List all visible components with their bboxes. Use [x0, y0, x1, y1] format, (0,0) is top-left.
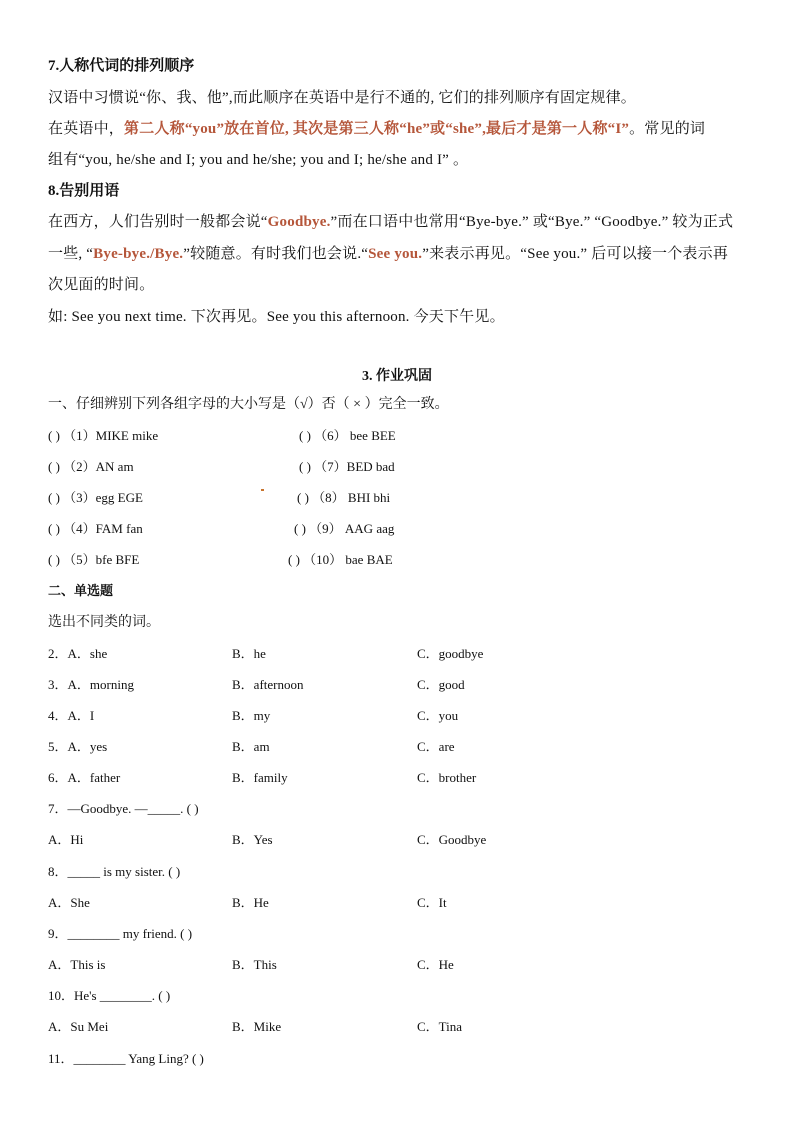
- q9-option-a: A．This is: [48, 957, 106, 972]
- q10-option-a: A．Su Mei: [48, 1019, 109, 1034]
- q10-stem: 10．He's ________. ( ): [48, 988, 171, 1003]
- q8-option-c: C．It: [417, 895, 447, 910]
- q8-option-b: B．He: [232, 895, 269, 910]
- section-8-heading: 8.告别用语: [48, 183, 120, 199]
- part-2-instruction: 选出不同类的词。: [48, 615, 160, 630]
- highlight-see-you: See you.: [368, 246, 423, 262]
- section-8-example: 如: See you next time. 下次再见。See you this afternoon. 今天下午见。: [48, 309, 505, 325]
- stray-mark: [261, 489, 264, 491]
- q8-option-a: A．She: [48, 895, 90, 910]
- section-8-text-1: [48, 210, 733, 231]
- q9-option-b: B．This: [232, 957, 277, 972]
- letter-pair-2: ( ) （2）AN am: [48, 459, 134, 474]
- text-segment: 在西方，人们告别时一般都会说“: [48, 214, 268, 230]
- text-segment: ”而在口语中也常用“Bye-bye.” 或“Bye.” “Goodbye.” 较为正式: [330, 214, 734, 230]
- q5-option-c: C．are: [417, 739, 455, 754]
- letter-pair-10: ( ) （10） bae BAE: [288, 552, 393, 567]
- section-7-text-2: [48, 117, 705, 138]
- text-segment: ”较随意。有时我们也会说.“: [183, 246, 369, 262]
- letter-pair-9: ( ) （9） AAG aag: [294, 521, 395, 536]
- q5-option-a: 5．A．yes: [48, 739, 108, 754]
- q3-option-c: C．good: [417, 677, 465, 692]
- letter-pair-4: ( ) （4）FAM fan: [48, 521, 143, 536]
- q11-stem: 11．________ Yang Ling? ( ): [48, 1051, 204, 1066]
- section-7-heading: 7.人称代词的排列顺序: [48, 58, 195, 74]
- q10-option-c: C．Tina: [417, 1019, 463, 1034]
- homework-title: 3. 作业巩固: [362, 369, 432, 384]
- letter-pair-7: ( ) （7）BED bad: [299, 459, 395, 474]
- letter-pair-8: ( ) （8） BHI bhi: [297, 490, 391, 505]
- letter-pair-6: ( ) （6） bee BEE: [299, 428, 396, 443]
- section-8-text-2: [48, 242, 728, 263]
- highlight-bye-bye: Bye-bye./Bye.: [93, 246, 184, 262]
- text-segment: 一些, “: [48, 246, 94, 262]
- q6-option-a: 6．A．father: [48, 770, 121, 785]
- q2-option-a: 2．A．she: [48, 646, 108, 661]
- q7-option-b: B．Yes: [232, 832, 273, 847]
- q4-option-c: C．you: [417, 708, 459, 723]
- section-7-text-3: 组有“you, he/she and I; you and he/she; you and I; he/she and I” 。: [48, 152, 469, 168]
- q10-option-b: B．Mike: [232, 1019, 282, 1034]
- part-1-instruction: 一、仔细辨别下列各组字母的大小写是（√）否（ × ）完全一致。: [48, 397, 449, 412]
- section-7-text-1: 汉语中习惯说“你、我、他”,而此顺序在英语中是行不通的, 它们的排列顺序有固定规律。: [48, 90, 636, 106]
- q6-option-c: C．brother: [417, 770, 477, 785]
- letter-pair-5: ( ) （5）bfe BFE: [48, 552, 140, 567]
- q2-option-b: B．he: [232, 646, 266, 661]
- q4-option-a: 4．A．I: [48, 708, 95, 723]
- q3-option-a: 3．A．morning: [48, 677, 134, 692]
- text-segment: 。常见的词: [629, 121, 706, 137]
- q7-stem: 7．—Goodbye. —_____. ( ): [48, 801, 199, 816]
- q5-option-b: B．am: [232, 739, 270, 754]
- q6-option-b: B．family: [232, 770, 288, 785]
- letter-pair-3: ( ) （3）egg EGE: [48, 490, 143, 505]
- highlight-goodbye: Goodbye.: [267, 214, 331, 230]
- q9-option-c: C．He: [417, 957, 454, 972]
- q7-option-a: A．Hi: [48, 832, 84, 847]
- highlight-rule: 第二人称“you”放在首位, 其次是第三人称“he”或“she”,最后才是第一人称“I”: [124, 121, 630, 137]
- text-segment: 在英语中，: [48, 121, 125, 137]
- section-8-text-3: 次见面的时间。: [48, 277, 155, 293]
- q9-stem: 9．________ my friend. ( ): [48, 926, 193, 941]
- q8-stem: 8．_____ is my sister. ( ): [48, 864, 181, 879]
- letter-pair-1: ( ) （1）MIKE mike: [48, 428, 159, 443]
- q4-option-b: B．my: [232, 708, 271, 723]
- q3-option-b: B．afternoon: [232, 677, 304, 692]
- q7-option-c: C．Goodbye: [417, 832, 487, 847]
- q2-option-c: C．goodbye: [417, 646, 484, 661]
- text-segment: ”来表示再见。“See you.” 后可以接一个表示再: [422, 246, 729, 262]
- part-2-heading: 二、单选题: [48, 583, 114, 598]
